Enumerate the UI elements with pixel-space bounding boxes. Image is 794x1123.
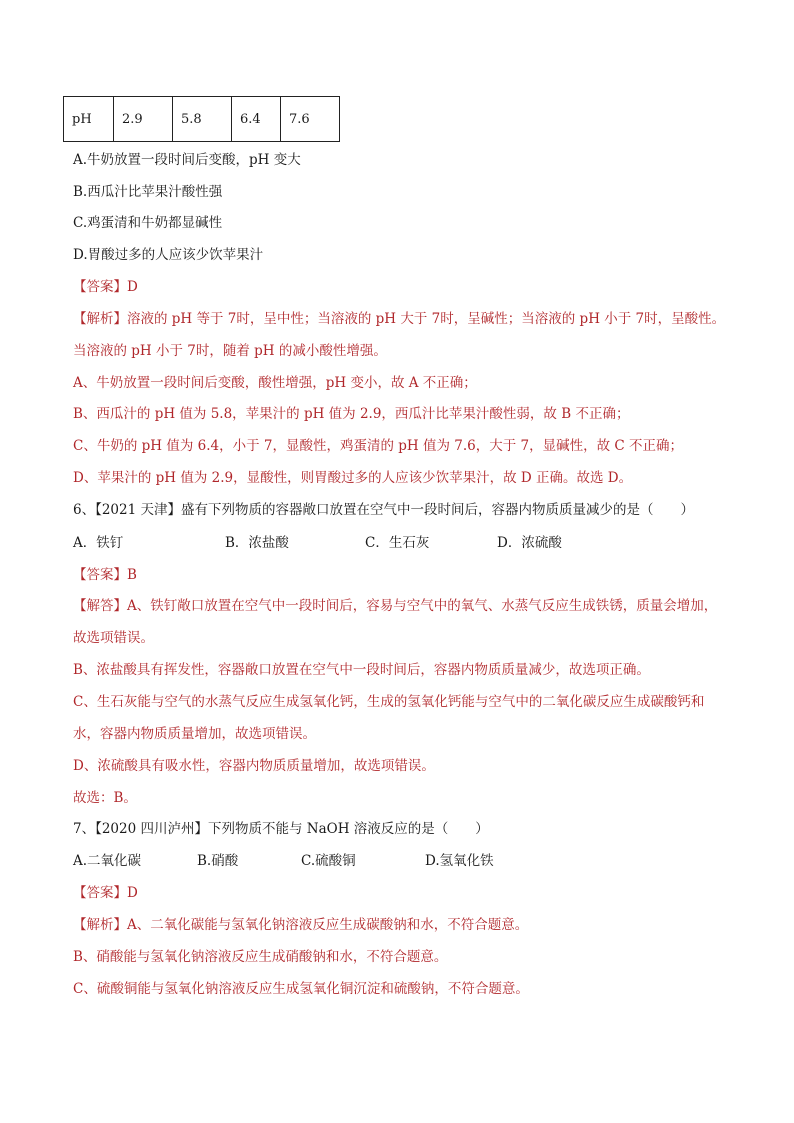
q5-answer: 【答案】D	[73, 279, 138, 295]
analysis-text: A、二氧化碳能与氢氧化钠溶液反应生成碳酸钠和水，不符合题意。	[127, 917, 529, 933]
q6-option-a: A．铁钉	[73, 535, 124, 551]
q6-option-b: B．浓盐酸	[225, 535, 289, 551]
q6-analysis-line: 故选：B。	[73, 790, 137, 806]
q7-option-c: C.硫酸铜	[301, 853, 356, 869]
q7-option-b: B.硝酸	[197, 853, 239, 869]
q5-analysis-line: B、西瓜汁的 pH 值为 5.8，苹果汁的 pH 值为 2.9，西瓜汁比苹果汁酸性弱，故 B 不正确；	[73, 406, 630, 422]
q5-analysis-line: A、牛奶放置一段时间后变酸，酸性增强，pH 变小，故 A 不正确；	[73, 375, 477, 391]
q5-option-d: D.胃酸过多的人应该少饮苹果汁	[73, 247, 264, 263]
analysis-label: 【解析】	[73, 917, 127, 933]
q5-analysis-line: 当溶液的 pH 小于 7时，随着 pH 的减小酸性增强。	[73, 343, 387, 359]
q6-option-d: D．浓硫酸	[497, 535, 562, 551]
table-cell: 5.8	[173, 97, 232, 142]
q5-option-a: A.牛奶放置一段时间后变酸，pH 变大	[73, 152, 301, 168]
table-cell: 7.6	[281, 97, 340, 142]
table-cell: pH	[64, 97, 114, 142]
q6-analysis-line: C、生石灰能与空气的水蒸气反应生成氢氧化钙，生成的氢氧化钙能与空气中的二氧化碳反应生成碳酸钙和	[73, 694, 705, 710]
q7-answer: 【答案】D	[73, 885, 138, 901]
q7-analysis-line	[73, 915, 763, 935]
q6-analysis-line: D、浓硫酸具有吸水性，容器内物质质量增加，故选项错误。	[73, 758, 435, 774]
q7-analysis-line: B、硝酸能与氢氧化钠溶液反应生成硝酸钠和水，不符合题意。	[73, 949, 448, 965]
q7-stem: 7、【2020 四川泸州】下列物质不能与 NaOH 溶液反应的是（ ）	[73, 821, 489, 837]
q6-option-c: C．生石灰	[365, 535, 430, 551]
q6-analysis-line	[73, 596, 763, 616]
analysis-label: 【解答】	[73, 598, 127, 614]
analysis-text: A、铁钉敞口放置在空气中一段时间后，容易与空气中的氧气、水蒸气反应生成铁锈，质量会增加，	[127, 598, 718, 614]
table-cell: 2.9	[114, 97, 173, 142]
q5-analysis-line: D、苹果汁的 pH 值为 2.9，显酸性，则胃酸过多的人应该少饮苹果汁，故 D 正确。故选 D。	[73, 470, 633, 486]
q7-analysis-line: C、硫酸铜能与氢氧化钠溶液反应生成氢氧化铜沉淀和硫酸钠，不符合题意。	[73, 981, 529, 997]
q5-analysis-line: C、牛奶的 pH 值为 6.4，小于 7，显酸性，鸡蛋清的 pH 值为 7.6，大于 7，显碱性，故 C 不正确；	[73, 438, 684, 454]
q5-option-c: C.鸡蛋清和牛奶都显碱性	[73, 215, 223, 231]
q7-option-d: D.氢氧化铁	[425, 853, 494, 869]
ph-table	[63, 96, 340, 142]
q7-option-a: A.二氧化碳	[73, 853, 142, 869]
q6-analysis-line: 故选项错误。	[73, 630, 154, 646]
table-cell: 6.4	[232, 97, 281, 142]
q7-options	[73, 851, 763, 871]
q6-stem: 6、【2021 天津】盛有下列物质的容器敞口放置在空气中一段时间后，容器内物质质量减少的是（ ）	[73, 502, 694, 518]
q6-analysis-line: 水，容器内物质质量增加，故选项错误。	[73, 726, 316, 742]
q6-analysis-line: B、浓盐酸具有挥发性，容器敞口放置在空气中一段时间后，容器内物质质量减少，故选项正确。	[73, 662, 650, 678]
q6-answer: 【答案】B	[73, 567, 137, 583]
q5-analysis-line	[73, 309, 763, 329]
q5-option-b: B.西瓜汁比苹果汁酸性强	[73, 184, 223, 200]
table-row	[64, 97, 340, 142]
analysis-text: 溶液的 pH 等于 7时，呈中性；当溶液的 pH 大于 7时，呈碱性；当溶液的 pH 小于 7时，呈酸性。	[127, 311, 726, 327]
q6-options	[73, 533, 763, 553]
analysis-label: 【解析】	[73, 311, 127, 327]
